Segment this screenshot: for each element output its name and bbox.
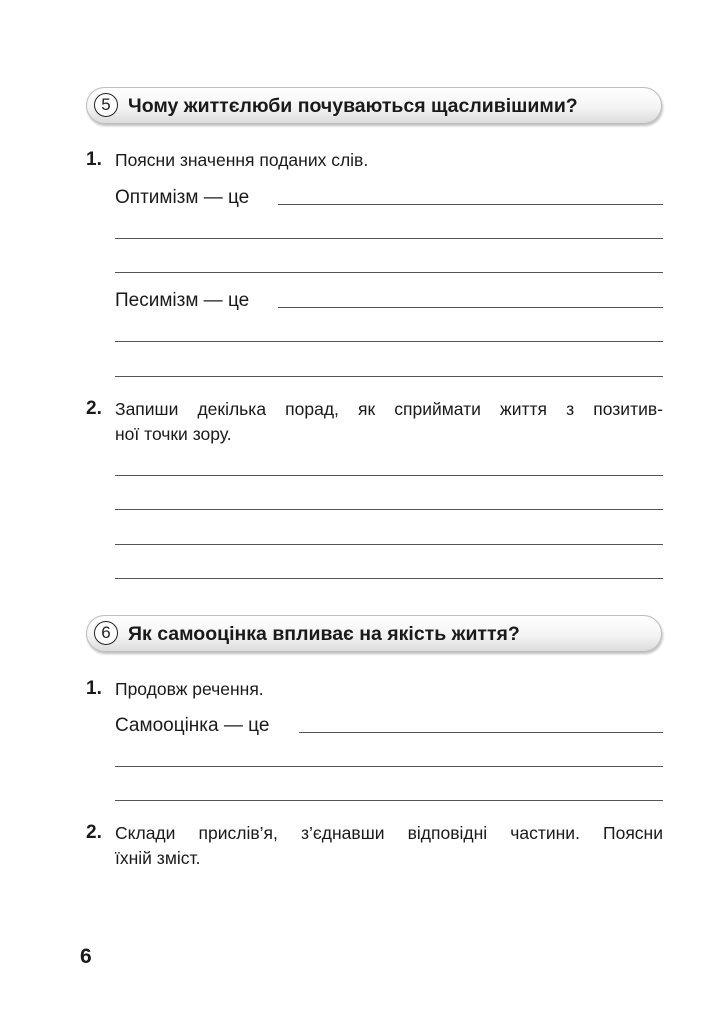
answer-line[interactable] — [115, 800, 663, 801]
task-instruction: Продовж речення. — [115, 679, 264, 699]
prompt-label-pessimism: Песимізм — це — [115, 290, 250, 311]
answer-line[interactable] — [278, 204, 663, 205]
answer-line[interactable] — [299, 732, 663, 733]
prompt-label-optimism: Оптимізм — це — [115, 187, 250, 208]
answer-line[interactable] — [115, 509, 663, 510]
section-title: Чому життєлюби почуваються щасливішими? — [128, 95, 578, 117]
task-number: 2. — [86, 398, 102, 419]
section-number-badge: 5 — [94, 93, 118, 117]
task-instruction-line-2: їхній зміст. — [115, 848, 201, 868]
answer-line[interactable] — [115, 578, 663, 579]
answer-line[interactable] — [115, 238, 663, 239]
answer-line[interactable] — [115, 766, 663, 767]
answer-line[interactable] — [115, 272, 663, 273]
section-number-badge: 6 — [94, 621, 118, 645]
answer-line[interactable] — [115, 475, 663, 476]
answer-line[interactable] — [115, 376, 663, 377]
task-number: 1. — [86, 149, 102, 170]
task-instruction-line-2: ної точки зору. — [115, 424, 232, 444]
task-number: 2. — [86, 822, 102, 843]
answer-line[interactable] — [278, 307, 663, 308]
section-5-banner — [86, 87, 662, 124]
answer-line[interactable] — [115, 341, 663, 342]
page-number: 6 — [80, 945, 92, 968]
task-instruction-line-1: Запиши декілька порад, як сприймати життя з позитив- — [115, 399, 663, 419]
task-instruction: Поясни значення поданих слів. — [115, 150, 369, 170]
prompt-label-self-esteem: Самооцінка — це — [115, 715, 270, 736]
task-instruction-line-1: Склади прислів’я, з’єднавши відповідні частини. Поясни — [115, 823, 663, 843]
section-title: Як самооцінка впливає на якість життя? — [128, 623, 520, 645]
task-number: 1. — [86, 678, 102, 699]
answer-line[interactable] — [115, 544, 663, 545]
section-6-banner — [86, 615, 662, 652]
